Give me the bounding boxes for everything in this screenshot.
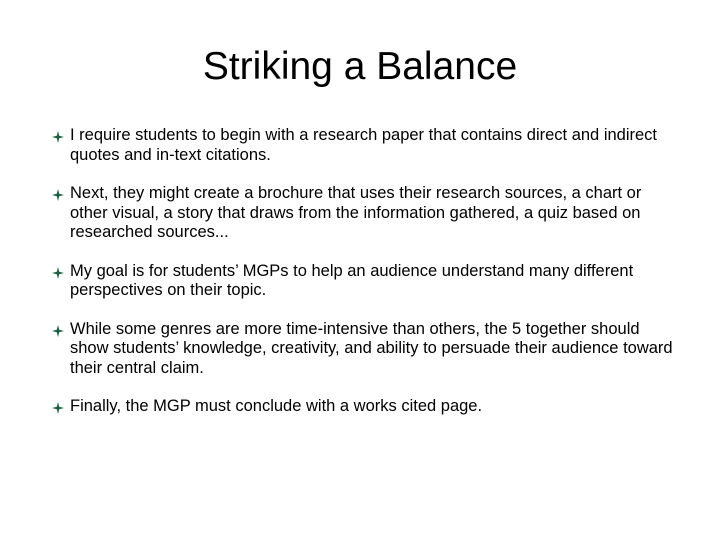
- bullet-text: While some genres are more time-intensive than others, the 5 together should show students’ knowledge, creativity, and ability to persuade their audience toward their central claim.: [70, 319, 673, 377]
- bullet-item: [52, 320, 682, 379]
- diamond-bullet-icon: [52, 131, 64, 143]
- slide-title: Striking a Balance: [202, 45, 518, 88]
- bullet-list: [52, 126, 682, 417]
- bullet-text: My goal is for students’ MGPs to help an audience understand many different perspectives on their topic.: [70, 261, 634, 299]
- bullet-item: [52, 397, 682, 417]
- bullet-item: [52, 262, 682, 301]
- diamond-bullet-icon: [52, 325, 64, 337]
- diamond-bullet-icon: [52, 189, 64, 201]
- bullet-text: I require students to begin with a research paper that contains direct and indirect quotes and in-text citations.: [70, 126, 658, 164]
- bullet-item: [52, 126, 682, 165]
- bullet-item: [52, 184, 682, 243]
- bullet-text: Next, they might create a brochure that uses their research sources, a chart or other visual, a story that draws from the information gathered, a quiz based on researched sources...: [70, 184, 642, 241]
- diamond-bullet-icon: [52, 402, 64, 414]
- diamond-bullet-icon: [52, 267, 64, 279]
- bullet-text: Finally, the MGP must conclude with a works cited page.: [70, 397, 483, 415]
